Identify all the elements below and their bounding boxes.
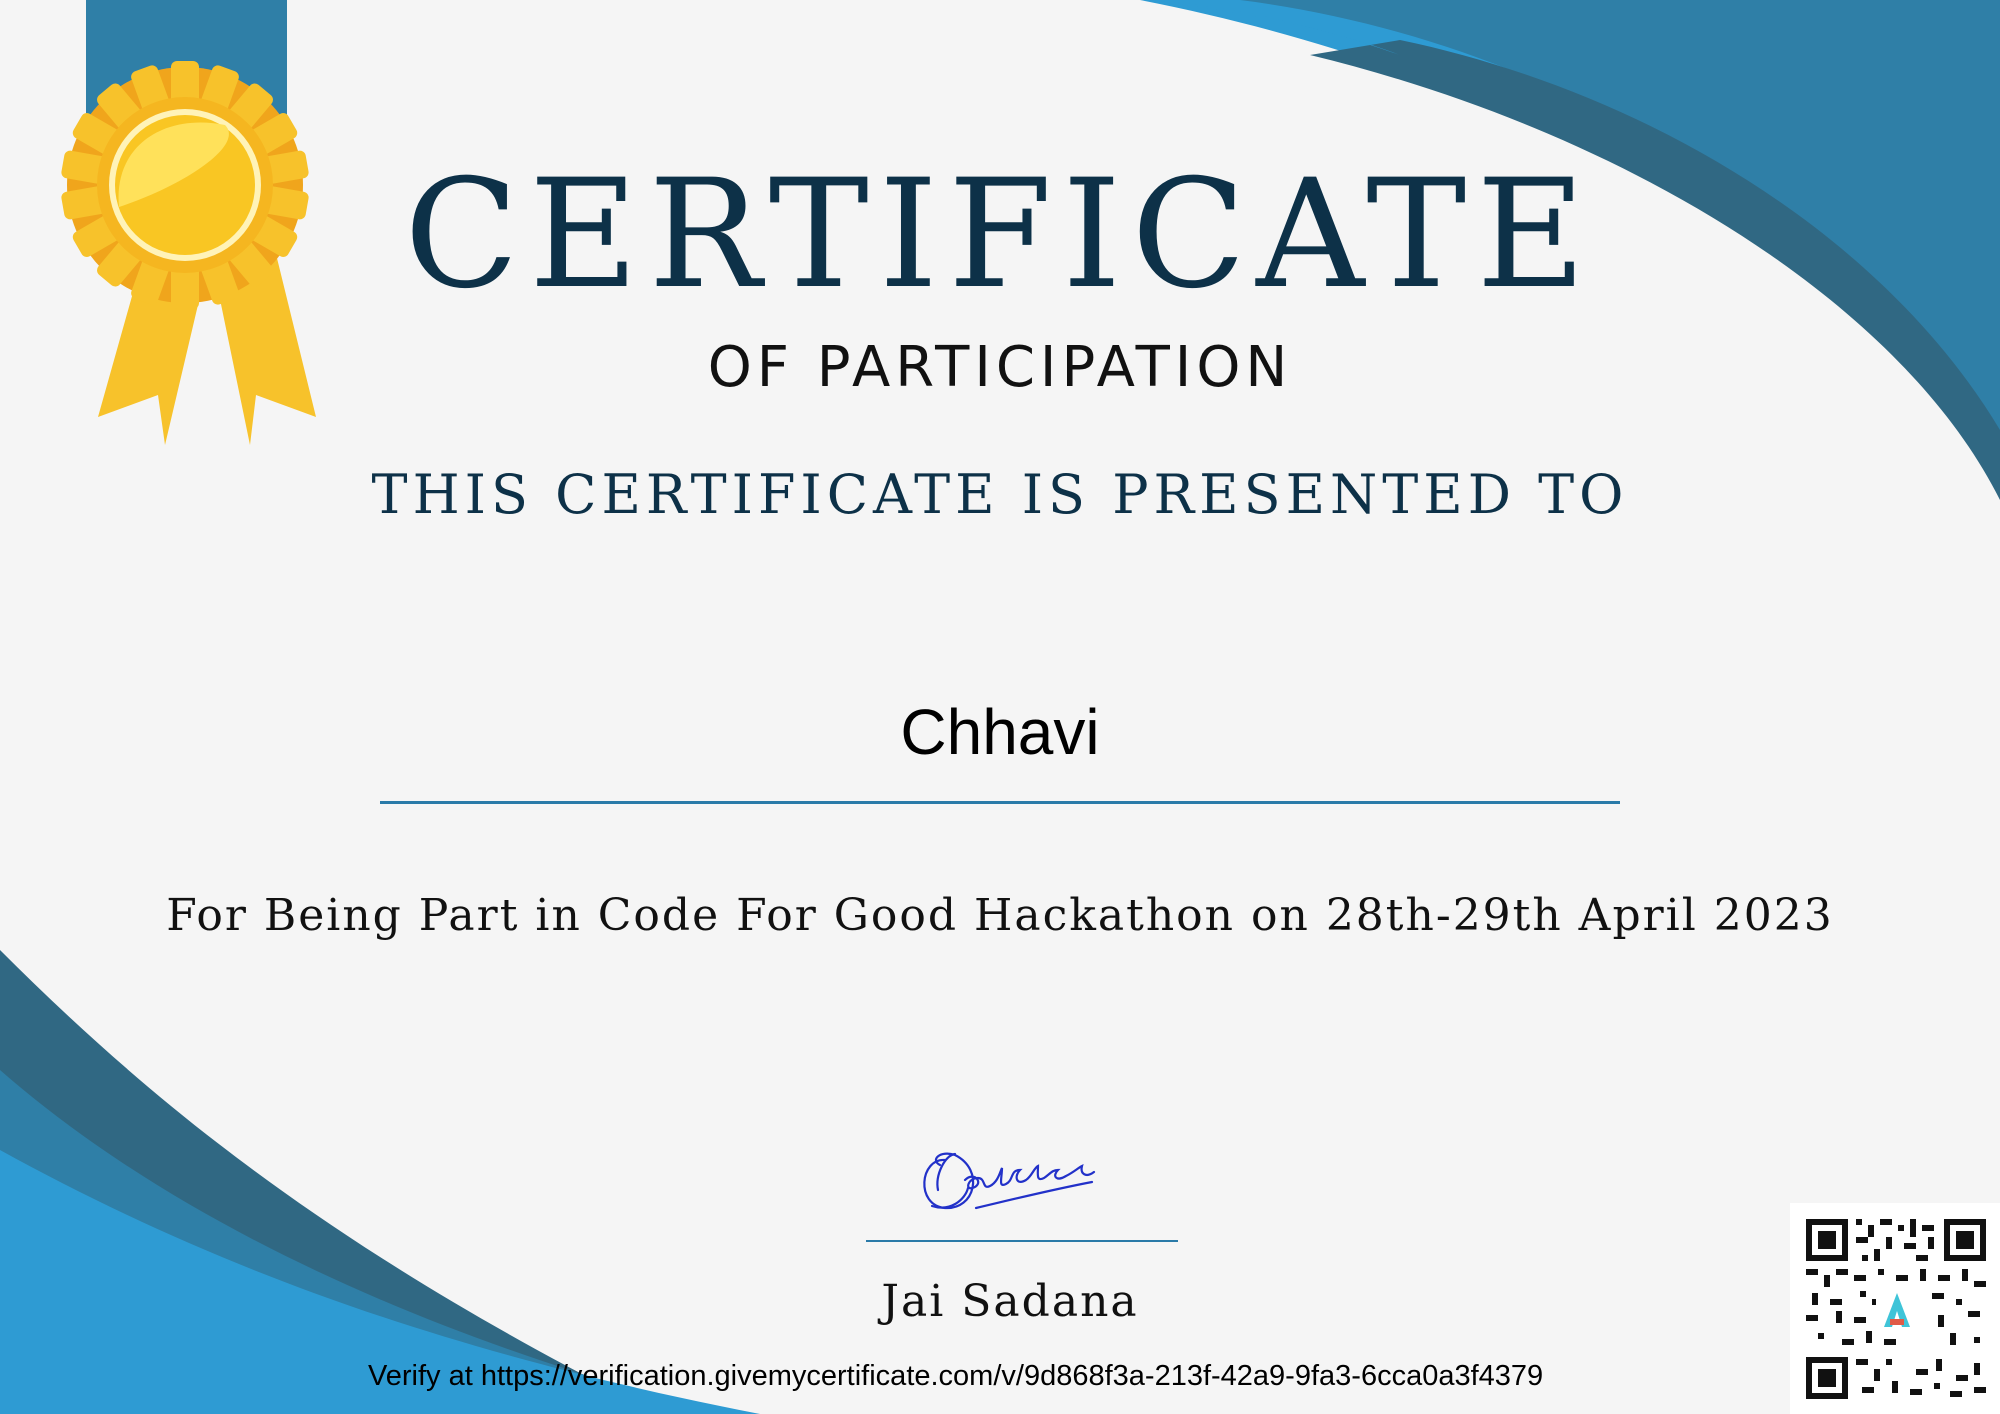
certificate-subtitle: OF PARTICIPATION bbox=[707, 335, 1293, 400]
qr-code-icon bbox=[1790, 1203, 2000, 1414]
signature-line bbox=[866, 1240, 1178, 1242]
certificate-title: CERTIFICATE bbox=[404, 148, 1596, 322]
qr-code-graphic bbox=[1806, 1219, 1986, 1399]
recipient-underline bbox=[380, 801, 1620, 804]
presented-to-heading: THIS CERTIFICATE IS PRESENTED TO bbox=[371, 463, 1629, 526]
participation-reason: For Being Part in Code For Good Hackathon on 28th-29th April 2023 bbox=[166, 890, 1834, 941]
signer-name: Jai Sadana bbox=[881, 1276, 1139, 1327]
recipient-name: Chhavi bbox=[900, 696, 1100, 768]
handwritten-signature bbox=[910, 1130, 1120, 1225]
verification-link-text[interactable]: Verify at https://verification.givemycertificate.com/v/9d868f3a-213f-42a9-9fa3-6cca0a3f4379 bbox=[368, 1360, 1544, 1392]
